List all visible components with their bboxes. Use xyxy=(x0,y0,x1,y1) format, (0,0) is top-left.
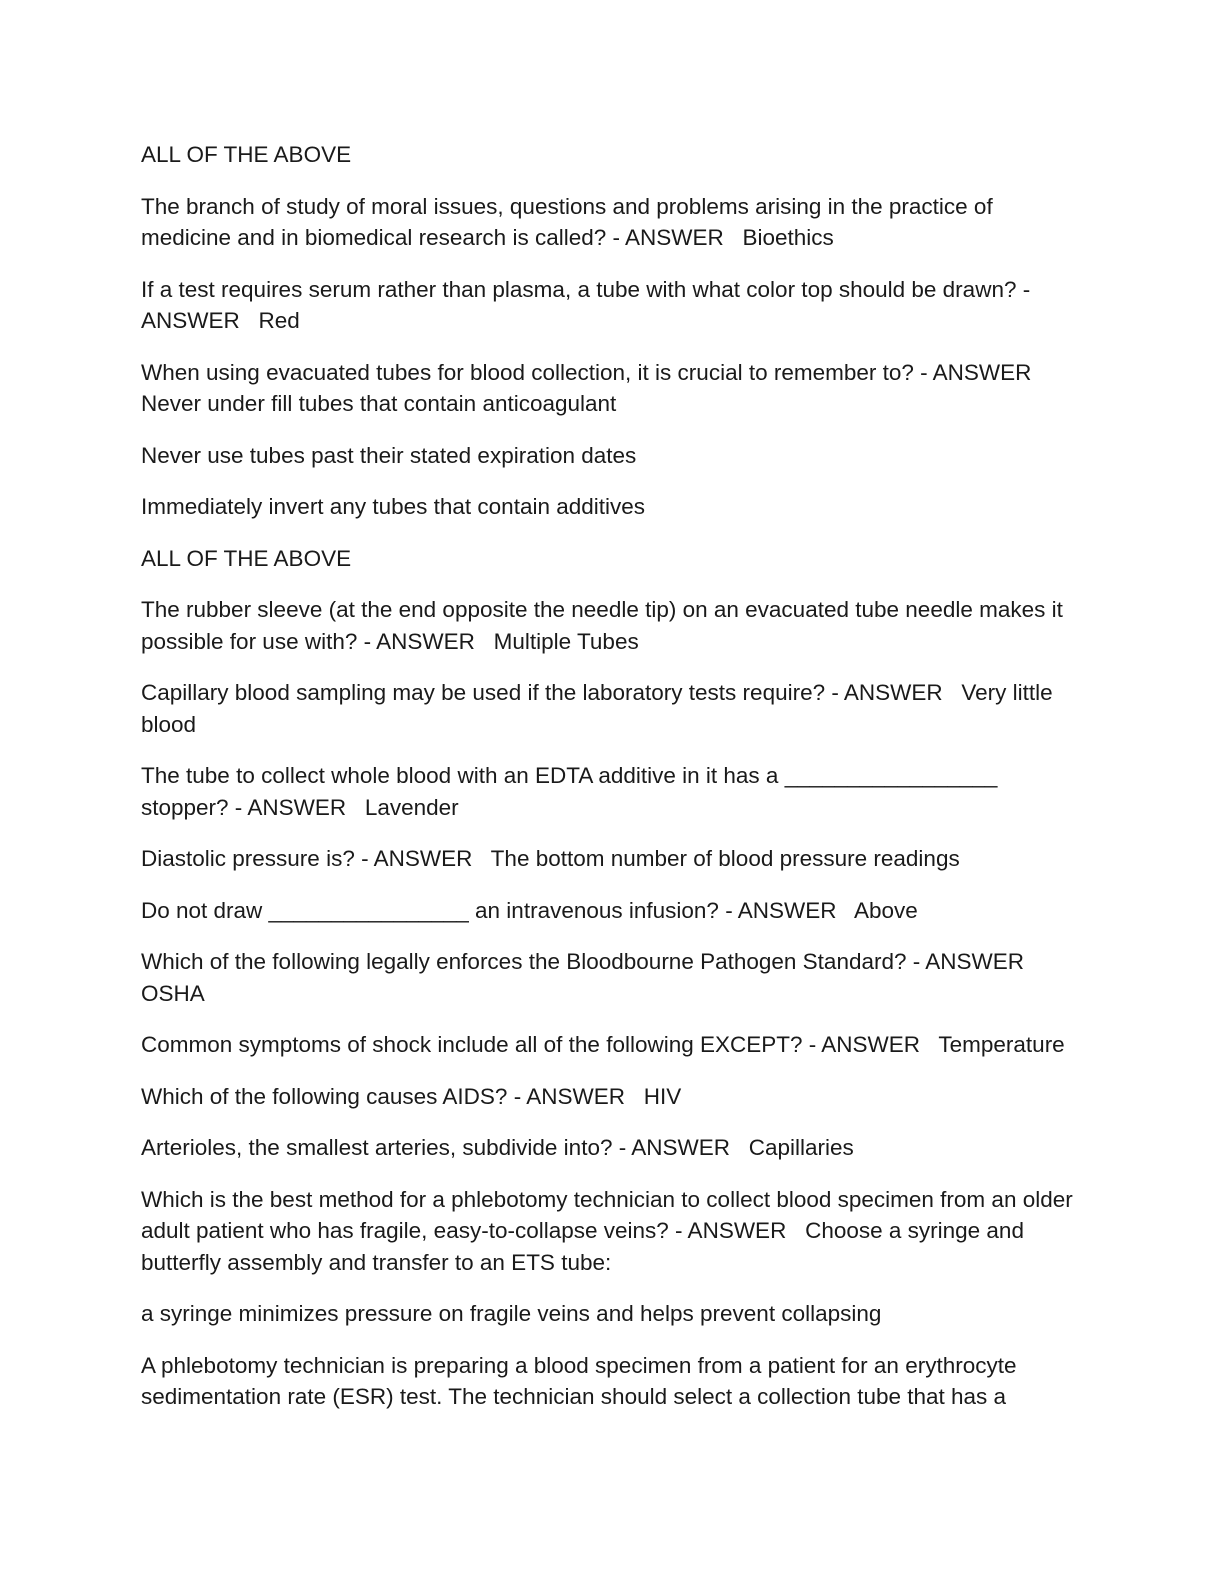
paragraph: The branch of study of moral issues, questions and problems arising in the practice of medicine and in biomedical research is called? - ANSWER Bioethics xyxy=(141,193,999,250)
paragraph: Do not draw ________________ an intravenous infusion? - ANSWER Above xyxy=(141,897,918,923)
paragraph: Common symptoms of shock include all of the following EXCEPT? - ANSWER Temperature xyxy=(141,1032,1065,1057)
paragraph: Never use tubes past their stated expiration dates xyxy=(141,442,637,468)
paragraph: The rubber sleeve (at the end opposite the needle tip) on an evacuated tube needle makes it possible for use with? - ANSWER Multiple Tubes xyxy=(141,597,1070,654)
paragraph: ALL OF THE ABOVE xyxy=(141,142,352,167)
paragraph: Arterioles, the smallest arteries, subdivide into? - ANSWER Capillaries xyxy=(141,1135,854,1160)
paragraph: Immediately invert any tubes that contain additives xyxy=(141,494,646,519)
paragraph: ALL OF THE ABOVE xyxy=(141,545,352,571)
paragraph: Which is the best method for a phlebotomy technician to collect blood specimen from an older adult patient who has fragile, easy-to-collapse veins? - ANSWER Choose a syringe and butterfly assembly and transfer to an ETS tube: xyxy=(141,1186,1080,1275)
paragraph: a syringe minimizes pressure on fragile veins and helps prevent collapsing xyxy=(141,1301,882,1326)
paragraph: A phlebotomy technician is preparing a blood specimen from a patient for an erythrocyte sedimentation rate (ESR) test. The technician should select a collection tube that has a xyxy=(141,1352,1023,1409)
document-body xyxy=(141,139,1081,1433)
paragraph: Capillary blood sampling may be used if the laboratory tests require? - ANSWER Very little blood xyxy=(141,680,1059,737)
paragraph: When using evacuated tubes for blood collection, it is crucial to remember to? - ANSWER Never under fill tubes that contain anticoagulant xyxy=(141,359,1051,416)
paragraph: Diastolic pressure is? - ANSWER The bottom number of blood pressure readings xyxy=(141,846,960,871)
paragraph: Which of the following causes AIDS? - ANSWER HIV xyxy=(141,1083,682,1109)
paragraph: If a test requires serum rather than plasma, a tube with what color top should be drawn? - ANSWER Red xyxy=(141,276,1036,333)
paragraph: Which of the following legally enforces the Bloodbourne Pathogen Standard? - ANSWER OSHA xyxy=(141,949,1043,1006)
paragraph: The tube to collect whole blood with an EDTA additive in it has a _________________ stopper? - ANSWER Lavender xyxy=(141,763,1004,820)
